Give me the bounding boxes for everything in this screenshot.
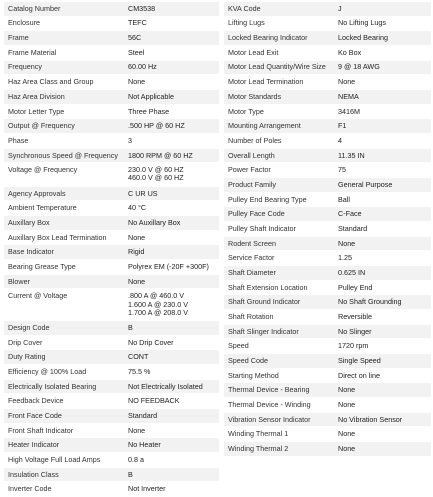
spec-label: Frame Material [8, 47, 57, 57]
spec-row-motor-letter-type [4, 105, 219, 120]
spec-label: Heater Indicator [8, 440, 60, 450]
spec-value: Standard [338, 223, 368, 233]
spec-row-haz-area-division [4, 90, 219, 105]
spec-value: 40 °C [128, 203, 147, 213]
spec-value: None [338, 77, 356, 87]
spec-value: 11.35 IN [338, 150, 365, 160]
spec-value: CM3538 [128, 3, 156, 13]
spec-row-heater-indicator [4, 438, 219, 453]
spec-label: High Voltage Full Load Amps [8, 454, 101, 464]
spec-label: Power Factor [228, 165, 271, 175]
spec-row-shaft-ground-indicator [224, 295, 431, 310]
spec-value: C-Face [338, 209, 362, 219]
spec-row-voltage-frequency [4, 163, 219, 186]
spec-label: Catalog Number [8, 3, 61, 13]
spec-value: None [338, 238, 356, 248]
spec-value: 0.625 IN [338, 267, 366, 277]
spec-row-motor-lead-termination [224, 75, 431, 90]
spec-value: B [128, 469, 133, 479]
spec-label: Overall Length [228, 150, 275, 160]
spec-row-haz-area-class-and-group [4, 75, 219, 90]
spec-row-locked-bearing-indicator [224, 31, 431, 46]
spec-row-inverter-code [4, 482, 219, 497]
spec-label: Auxillary Box [8, 217, 50, 227]
spec-row-winding-thermal-1 [224, 427, 431, 442]
spec-label: KVA Code [228, 3, 261, 13]
spec-value: 1.25 [338, 253, 352, 263]
spec-label: Number of Poles [228, 135, 282, 145]
spec-value: Polyrex EM (-20F +300F) [128, 261, 209, 271]
spec-value: 75 [338, 165, 346, 175]
spec-label: Shaft Extension Location [228, 282, 308, 292]
spec-label: Ambient Temperature [8, 203, 77, 213]
spec-value: None [128, 425, 146, 435]
spec-row-winding-thermal-2 [224, 442, 431, 457]
spec-row-motor-lead-exit [224, 46, 431, 61]
spec-row-blower [4, 275, 219, 290]
spec-row-mounting-arrangement [224, 119, 431, 134]
spec-value: Single Speed [338, 355, 381, 365]
spec-row-number-of-poles [224, 134, 431, 149]
spec-value: 9 @ 18 AWG [338, 62, 380, 72]
spec-row-auxillary-box-lead-termination [4, 231, 219, 246]
spec-value: 3 [128, 135, 132, 145]
spec-label: Shaft Ground Indicator [228, 297, 301, 307]
spec-label: Service Factor [228, 253, 275, 263]
spec-row-feedback-device [4, 394, 219, 409]
spec-value: NEMA [338, 91, 359, 101]
spec-label: Blower [8, 276, 30, 286]
spec-value: 3416M [338, 106, 360, 116]
spec-label: Starting Method [228, 370, 279, 380]
spec-value: 1800 RPM @ 60 HZ [128, 150, 193, 160]
spec-label: Thermal Device - Bearing [228, 385, 310, 395]
spec-row-synchronous-speed-frequency [4, 149, 219, 164]
spec-label: Motor Lead Quantity/Wire Size [228, 62, 326, 72]
spec-value: None [128, 232, 146, 242]
spec-row-shaft-extension-location [224, 281, 431, 296]
spec-label: Shaft Diameter [228, 267, 276, 277]
spec-row-pulley-shaft-indicator [224, 222, 431, 237]
spec-label: Speed Code [228, 355, 268, 365]
spec-row-frame [4, 31, 219, 46]
spec-value: No Drip Cover [128, 337, 174, 347]
spec-row-efficiency-100-load [4, 365, 219, 380]
spec-value: No Lifting Lugs [338, 18, 386, 28]
spec-value: General Purpose [338, 179, 393, 189]
spec-value: 1720 rpm [338, 341, 369, 351]
spec-label: Agency Approvals [8, 188, 66, 198]
spec-value: 75.5 % [128, 366, 151, 376]
spec-row-frame-material [4, 46, 219, 61]
spec-row-service-factor [224, 251, 431, 266]
spec-row-drip-cover [4, 336, 219, 351]
spec-row-product-family [224, 178, 431, 193]
spec-row-rodent-screen [224, 237, 431, 252]
spec-value: .800 A @ 460.0 V 1.600 A @ 230.0 V 1.700 A @ 208.0 V [128, 291, 189, 317]
spec-row-power-factor [224, 163, 431, 178]
spec-label: Winding Thermal 1 [228, 429, 289, 439]
spec-value: B [128, 322, 133, 332]
spec-value: 60.00 Hz [128, 62, 157, 72]
spec-label: Front Face Code [8, 410, 62, 420]
spec-label: Bearing Grease Type [8, 261, 76, 271]
spec-value: F1 [338, 121, 347, 131]
spec-label: Drip Cover [8, 337, 43, 347]
spec-row-insulation-class [4, 468, 219, 483]
spec-label: Base Indicator [8, 247, 54, 257]
spec-label: Frame [8, 33, 29, 43]
spec-row-agency-approvals [4, 187, 219, 202]
spec-row-front-face-code [4, 409, 219, 424]
spec-value: CONT [128, 352, 149, 362]
spec-value: No Heater [128, 440, 161, 450]
spec-row-shaft-rotation [224, 310, 431, 325]
spec-table-left [4, 2, 219, 497]
spec-value: 4 [338, 135, 342, 145]
spec-label: Pulley Face Code [228, 209, 285, 219]
spec-row-current-voltage [4, 289, 219, 321]
spec-label: Haz Area Division [8, 91, 65, 101]
spec-value: Locked Bearing [338, 33, 388, 43]
spec-label: Front Shaft Indicator [8, 425, 74, 435]
spec-row-pulley-face-code [224, 207, 431, 222]
spec-row-speed [224, 339, 431, 354]
spec-row-front-shaft-indicator [4, 424, 219, 439]
spec-value: Rigid [128, 247, 145, 257]
spec-label: Phase [8, 135, 29, 145]
spec-value: Three Phase [128, 106, 170, 116]
spec-value: None [128, 276, 146, 286]
spec-row-motor-type [224, 105, 431, 120]
spec-label: Frequency [8, 62, 42, 72]
spec-label: Inverter Code [8, 484, 52, 494]
spec-row-high-voltage-full-load-amps [4, 453, 219, 468]
spec-value: None [128, 77, 146, 87]
spec-row-ambient-temperature [4, 201, 219, 216]
spec-row-design-code [4, 321, 219, 336]
spec-value: Ball [338, 194, 350, 204]
spec-label: Duty Rating [8, 352, 46, 362]
spec-value: No Vibration Sensor [338, 414, 403, 424]
spec-value: None [338, 443, 356, 453]
spec-row-electrically-isolated-bearing [4, 380, 219, 395]
spec-value: Not Applicable [128, 91, 174, 101]
spec-label: Output @ Frequency [8, 121, 75, 131]
spec-row-thermal-device-winding [224, 398, 431, 413]
spec-value: .500 HP @ 60 HZ [128, 121, 185, 131]
spec-row-shaft-slinger-indicator [224, 325, 431, 340]
spec-label: Motor Type [228, 106, 264, 116]
spec-value: Not Electrically Isolated [128, 381, 203, 391]
spec-label: Current @ Voltage [8, 291, 68, 301]
spec-value: 230.0 V @ 60 HZ 460.0 V @ 60 HZ [128, 165, 184, 183]
spec-label: Auxillary Box Lead Termination [8, 232, 107, 242]
spec-label: Motor Lead Exit [228, 47, 279, 57]
spec-row-motor-lead-quantity-wire-size [224, 61, 431, 76]
spec-label: Motor Lead Termination [228, 77, 304, 87]
spec-row-shaft-diameter [224, 266, 431, 281]
spec-label: Rodent Screen [228, 238, 276, 248]
spec-row-enclosure [4, 17, 219, 32]
spec-row-vibration-sensor-indicator [224, 413, 431, 428]
spec-row-output-frequency [4, 119, 219, 134]
spec-label: Locked Bearing Indicator [228, 33, 308, 43]
spec-label: Pulley End Bearing Type [228, 194, 307, 204]
spec-value: J [338, 3, 342, 13]
spec-table-right [224, 2, 431, 457]
spec-value: C UR US [128, 188, 158, 198]
spec-value: No Shaft Grounding [338, 297, 402, 307]
spec-row-kva-code [224, 2, 431, 17]
spec-row-starting-method [224, 369, 431, 384]
spec-value: Steel [128, 47, 145, 57]
spec-label: Pulley Shaft Indicator [228, 223, 296, 233]
spec-label: Motor Standards [228, 91, 282, 101]
spec-label: Speed [228, 341, 249, 351]
spec-label: Efficiency @ 100% Load [8, 366, 87, 376]
spec-value: No Slinger [338, 326, 372, 336]
spec-row-bearing-grease-type [4, 260, 219, 275]
spec-row-auxillary-box [4, 216, 219, 231]
spec-value: Pulley End [338, 282, 373, 292]
spec-value: Direct on line [338, 370, 380, 380]
spec-label: Feedback Device [8, 396, 64, 406]
spec-label: Voltage @ Frequency [8, 165, 78, 175]
spec-value: 56C [128, 33, 142, 43]
spec-row-base-indicator [4, 245, 219, 260]
spec-value: Ko Box [338, 47, 362, 57]
spec-row-duty-rating [4, 350, 219, 365]
spec-row-catalog-number [4, 2, 219, 17]
spec-row-pulley-end-bearing-type [224, 193, 431, 208]
spec-label: Enclosure [8, 18, 40, 28]
spec-label: Lifting Lugs [228, 18, 265, 28]
spec-row-frequency [4, 61, 219, 76]
spec-row-speed-code [224, 354, 431, 369]
spec-row-thermal-device-bearing [224, 383, 431, 398]
spec-value: NO FEEDBACK [128, 396, 180, 406]
spec-value: No Auxillary Box [128, 217, 181, 227]
spec-value: Reversible [338, 311, 372, 321]
spec-label: Mounting Arrangement [228, 121, 301, 131]
spec-value: TEFC [128, 18, 147, 28]
spec-row-motor-standards [224, 90, 431, 105]
spec-value: None [338, 429, 356, 439]
spec-value: None [338, 385, 356, 395]
spec-label: Product Family [228, 179, 276, 189]
spec-label: Synchronous Speed @ Frequency [8, 150, 118, 160]
spec-label: Vibration Sensor Indicator [228, 414, 311, 424]
spec-value: Not Inverter [128, 484, 166, 494]
spec-label: Winding Thermal 2 [228, 443, 289, 453]
spec-label: Insulation Class [8, 469, 59, 479]
spec-value: 0.8 a [128, 454, 144, 464]
spec-label: Thermal Device - Winding [228, 399, 311, 409]
spec-label: Design Code [8, 322, 50, 332]
spec-label: Motor Letter Type [8, 106, 65, 116]
spec-label: Shaft Rotation [228, 311, 274, 321]
spec-label: Haz Area Class and Group [8, 77, 94, 87]
spec-label: Electrically Isolated Bearing [8, 381, 97, 391]
spec-value: Standard [128, 410, 158, 420]
spec-row-lifting-lugs [224, 17, 431, 32]
spec-value: None [338, 399, 356, 409]
spec-label: Shaft Slinger Indicator [228, 326, 299, 336]
spec-row-overall-length [224, 149, 431, 164]
spec-row-phase [4, 134, 219, 149]
